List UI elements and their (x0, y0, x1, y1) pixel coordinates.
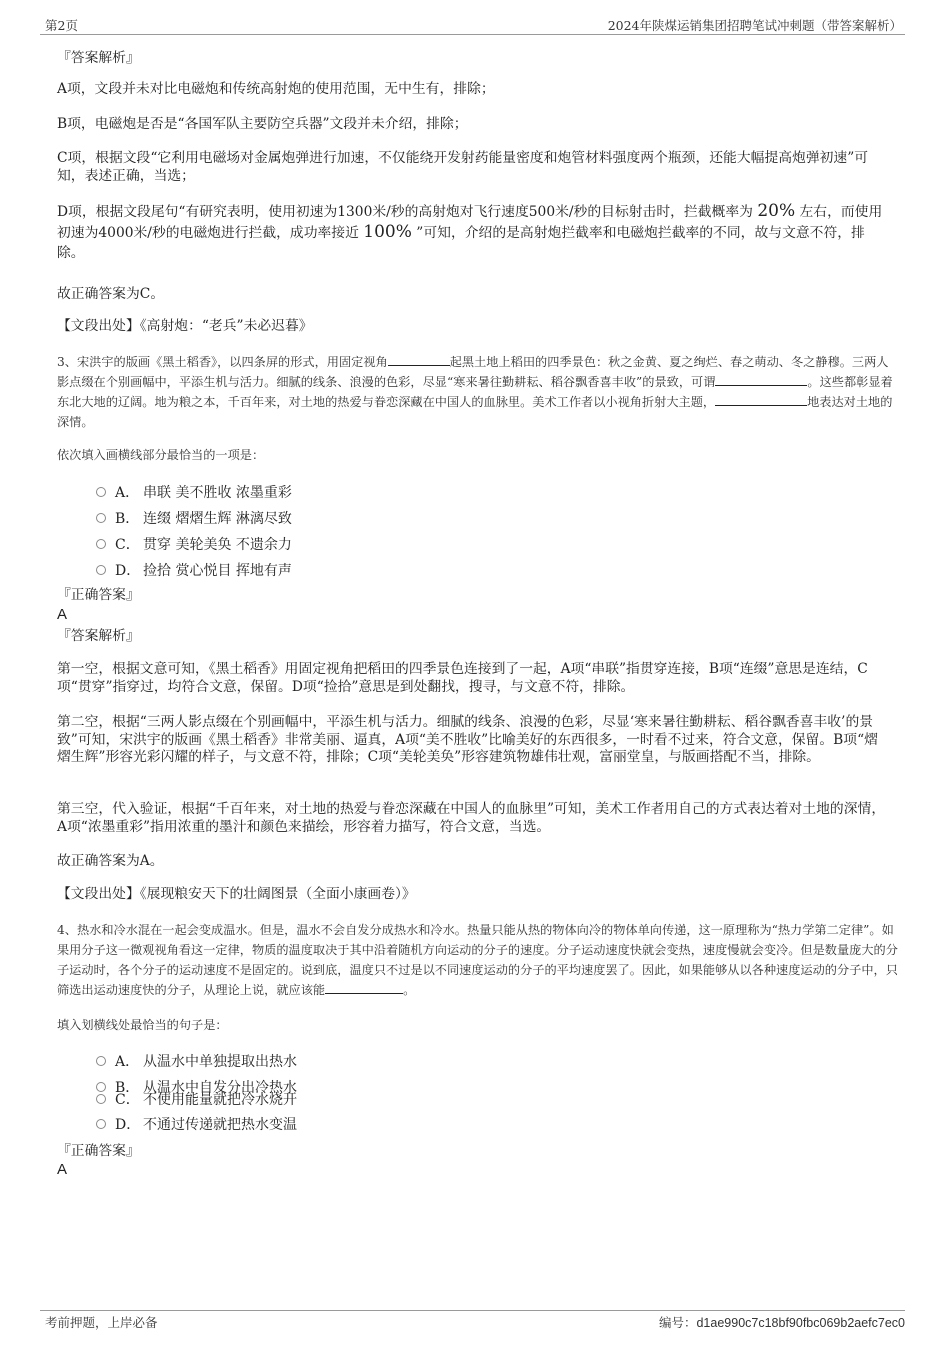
option-letter: D． (115, 1117, 141, 1133)
q3-stem-part-c: 。这些都彰显着东北大地的辽阔。地为粮之本，千百年来，对土地的热爱与眷恋深藏在中国人的血脉里。美术工作者以小视角折射大主题， (57, 375, 893, 409)
analysis-d-text-2: 左右，而使用初速为4000米/秒的电磁炮进行拦截，成功率接近 (57, 204, 883, 241)
radio-icon[interactable] (96, 487, 106, 497)
radio-icon[interactable] (96, 1094, 106, 1104)
analysis-option-a: A项，文段并未对比电磁炮和传统高射炮的使用范围，无中生有，排除； (57, 81, 495, 97)
analysis-option-c: C项，根据文段“它利用电磁场对金属炮弹进行加速，不仅能绕开发射药能量密度和炮管材料强度两个瓶颈，还能大幅提高炮弹初速”可知，表述正确，当选； (57, 150, 869, 184)
q3-option-c[interactable] (96, 534, 292, 554)
option-letter: D． (115, 563, 141, 579)
q2-source: 【文段出处】《高射炮：“老兵”未必迟暮》 (57, 318, 313, 334)
q4-answer-heading: 『正确答案』 (57, 1143, 140, 1159)
blank-1 (388, 353, 450, 366)
option-text: 不通过传递就把热水变温 (143, 1117, 297, 1133)
radio-icon[interactable] (96, 565, 106, 575)
option-text: 捡拾 赏心悦目 挥地有声 (143, 563, 292, 579)
q3-analysis-heading: 『答案解析』 (57, 628, 140, 644)
option-letter: B． (115, 1080, 140, 1096)
radio-icon[interactable] (96, 539, 106, 549)
q3-prompt: 依次填入画横线部分最恰当的一项是： (57, 448, 265, 462)
math-twenty-percent: 20% (757, 201, 796, 221)
option-letter: B． (115, 511, 140, 527)
header-divider (40, 34, 905, 35)
q3-analysis-blank-3: 第三空，代入验证，根据“千百年来，对土地的热爱与眷恋深藏在中国人的血脉里”可知，美术工作者用自己的方式表达着对土地的深情，A项“浓墨重彩”指用浓重的墨汁和颜色来描绘，形容着力描写，符合文意，当选。 (57, 801, 886, 835)
option-letter: A． (115, 485, 140, 501)
option-text: 从温水中单独提取出热水 (143, 1054, 297, 1070)
code-value: d1ae990c7c18bf90fbc069b2aefc7ec0 (696, 1316, 905, 1330)
analysis-heading: 『答案解析』 (57, 50, 140, 66)
analysis-option-b: B项，电磁炮是否是“各国军队主要防空兵器”文段并未介绍，排除； (57, 116, 468, 132)
option-text: 不使用能量就把冷水烧开 (143, 1092, 297, 1108)
q3-answer-heading: 『正确答案』 (57, 587, 140, 603)
blank-q4 (325, 981, 403, 994)
q3-option-a[interactable] (96, 482, 292, 502)
option-text: 串联 美不胜收 浓墨重彩 (143, 485, 292, 501)
q3-conclusion: 故正确答案为A。 (57, 853, 164, 869)
radio-icon[interactable] (96, 513, 106, 523)
q3-stem-part-b: 起黑土地上稻田的四季景色：秋之金黄、夏之绚烂、春之萌动、冬之静穆。三两人影点缀在个别画幅中，平添生机与活力。细腻的线条、浪漫的色彩，尽显“寒来暑往勤耕耘、稻谷飘香喜丰收”的景致，可谓 (57, 355, 889, 389)
q3-stem (57, 352, 899, 432)
footer-divider (40, 1310, 905, 1311)
code-label: 编号： (658, 1315, 697, 1330)
option-letter: C． (115, 537, 140, 553)
q4-prompt: 填入划横线处最恰当的句子是： (57, 1018, 228, 1032)
q2-conclusion: 故正确答案为C。 (57, 286, 165, 302)
option-text: 连缀 熠熠生辉 淋漓尽致 (143, 511, 292, 527)
q3-stem-part-a: 3、宋洪宇的版画《黑土稻香》，以四条屏的形式，用固定视角 (57, 355, 388, 369)
page-number: 第2页 (45, 18, 78, 33)
radio-icon[interactable] (96, 1056, 106, 1066)
q3-analysis-blank-2: 第二空，根据“三两人影点缀在个别画幅中，平添生机与活力。细腻的线条、浪漫的色彩，尽显‘寒来暑往勤耕耘、稻谷飘香喜丰收’的景致”可知，宋洪宇的版画《黑土稻香》非常美丽、逼真，A项“美不胜收”比喻美好的东西很多，一时看不过来，符合文意，保留。B项“熠熠生辉”形容光彩闪耀的样子，与文意不符，排除；C项“美轮美奂”形容建筑物雄伟壮观，富丽堂皇，与版画搭配不当，排除。 (57, 714, 878, 765)
q3-source: 【文段出处】《展现粮安天下的壮阔图景（全面小康画卷）》 (57, 886, 416, 902)
q4-option-d[interactable] (96, 1114, 297, 1134)
radio-icon[interactable] (96, 1119, 106, 1129)
q4-option-a[interactable] (96, 1051, 297, 1071)
q4-stem (57, 920, 899, 1000)
q3-answer: A (57, 606, 68, 623)
option-text: 从温水中自发分出冷热水 (143, 1080, 297, 1096)
option-letter: C． (115, 1092, 140, 1108)
math-hundred-percent: 100% (363, 222, 412, 242)
q3-option-d[interactable] (96, 560, 292, 580)
q4-option-c[interactable] (96, 1089, 297, 1109)
analysis-d-text-3: ”可知，介绍的是高射炮拦截率和电磁炮拦截率的不同，故与文意不符，排除。 (57, 225, 865, 261)
q4-stem-part-b: 。 (403, 983, 416, 997)
q3-analysis-blank-1: 第一空，根据文意可知，《黑土稻香》用固定视角把稻田的四季景色连接到了一起，A项“串联”指贯穿连接，B项“连缀”意思是连结，C项“贯穿”指穿过，均符合文意，保留。D项“捡拾”意思是到处翻找，搜寻，与文意不符，排除。 (57, 661, 868, 695)
q4-stem-part-a: 4、热水和冷水混在一起会变成温水。但是，温水不会自发分成热水和冷水。热量只能从热的物体向冷的物体单向传递，这一原理称为“热力学第二定律”。如果用分子这一微观视角看这一定律，物质的温度取决于其中沿着随机方向运动的分子的速度。分子运动速度快就会变热，速度慢就会变冷。但是数量庞大的分子运动时，各个分子的运动速度不是固定的。说到底，温度只不过是以不同速度运动的分子的平均速度罢了。因此，如果能够从以各种速度运动的分子中，只筛选出运动速度快的分子，从理论上说，就应该能 (57, 923, 898, 997)
document-title: 2024年陕煤运销集团招聘笔试冲刺题（带答案解析） (607, 18, 902, 33)
analysis-d-text-1: D项，根据文段尾句“有研究表明，使用初速为1300米/秒的高射炮对飞行速度500米/秒的目标射击时，拦截概率为 (57, 204, 753, 220)
q3-option-b[interactable] (96, 508, 292, 528)
q4-answer: A (57, 1161, 68, 1178)
analysis-option-d (57, 201, 887, 263)
q3-stem-part-d: 地表达对土地的深情。 (57, 395, 893, 429)
blank-2 (715, 373, 807, 386)
option-text: 贯穿 美轮美奂 不遗余力 (143, 537, 292, 553)
option-letter: A． (115, 1054, 140, 1070)
footer-slogan: 考前押题，上岸必备 (45, 1315, 158, 1330)
document-code (659, 1313, 905, 1331)
blank-3 (715, 393, 807, 406)
